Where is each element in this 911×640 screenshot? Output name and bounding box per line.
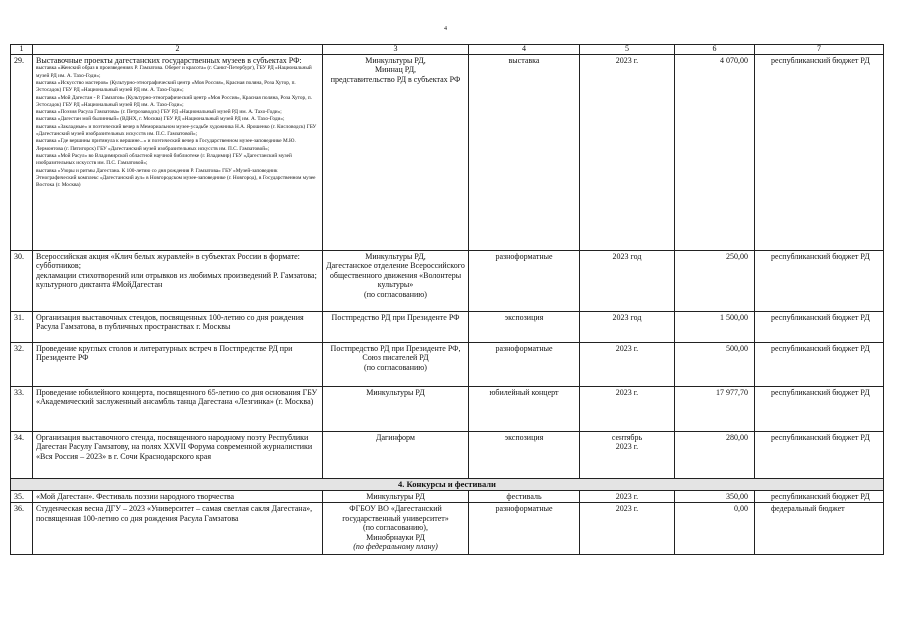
event-date: [580, 491, 675, 503]
responsible-line: Дагестанское отделение Всероссийского общественного движения «Волонтеры культуры»: [326, 261, 465, 290]
responsible: [323, 387, 469, 432]
section-row: [11, 479, 884, 491]
header-cell: 1: [11, 45, 33, 55]
responsible-line: Минкультуры РД,: [365, 56, 426, 65]
responsible: [323, 55, 469, 251]
date-line: сентябрь: [611, 433, 643, 442]
header-cell: 7: [755, 45, 884, 55]
event-title: Организация выставочного стенда, посвященного народному поэту Республики Дагестан Расулу Гамзатову, на полях XXVII Форума современной журналистики «Вся Россия – 2023» в г. Сочи Краснодарского края: [33, 432, 323, 479]
event-title: Организация выставочных стендов, посвященных 100-летию со дня рождения Расула Гамзатова, в публичных пространствах г. Москвы: [33, 312, 323, 343]
event-amount: 280,00: [675, 432, 755, 479]
responsible-line: ФГБОУ ВО «Дагестанский государственный университет»: [342, 504, 449, 523]
event-title: Студенческая весна ДГУ – 2023 «Университет – самая светлая сакля Дагестана», посвященная 100-летию со дня рождения Расула Гамзатова: [33, 503, 323, 555]
event-date: [580, 387, 675, 432]
responsible-line: Союз писателей РД: [362, 353, 429, 363]
event-amount: 17 977,70: [675, 387, 755, 432]
responsible-line: (по согласованию): [364, 362, 427, 372]
responsible: [323, 432, 469, 479]
event-date: [580, 343, 675, 387]
header-row: [11, 45, 884, 55]
header-cell: 6: [675, 45, 755, 55]
date-line: 2023 г.: [615, 344, 639, 353]
event-form: юбилейный концерт: [469, 387, 580, 432]
event-form: экспозиция: [469, 432, 580, 479]
event-title: Выставочные проекты дагестанских государственных музеев в субъектах РФ:: [36, 56, 302, 65]
event-detail: выставка «Женский образ в произведениях Р. Гамзатова. Оберег и красота» (г. Санкт-Петербург), ГБУ РД «Национальный музей РД им. А. Тахо-Годи»;: [36, 65, 312, 79]
event-title: Всероссийская акция «Клич белых журавлей» в субъектах России в формате:: [36, 252, 300, 261]
event-date: [580, 55, 675, 251]
responsible-line: (по согласованию),: [363, 523, 428, 533]
responsible-line: Дагинформ: [376, 433, 415, 442]
event-form: фестиваль: [469, 491, 580, 503]
event-form: выставка: [469, 55, 580, 251]
event-date: [580, 432, 675, 479]
event-detail: декламации стихотворений или отрывков из любимых произведений Р. Гамзатова;: [36, 270, 317, 280]
event-detail: субботников;: [36, 261, 81, 271]
funding-source: республиканский бюджет РД: [755, 491, 884, 503]
event-detail: выставка «Поэзия Расула Гамзатова» (г. Петрозаводск) ГБУ РД «Национальный музей РД им. А. Тахо-Годи»;: [36, 109, 282, 116]
responsible-line: Минобрнауки РД: [366, 532, 425, 542]
date-line: 2023 год: [612, 252, 642, 261]
header-cell: 2: [33, 45, 323, 55]
funding-source: республиканский бюджет РД: [755, 343, 884, 387]
funding-source: республиканский бюджет РД: [755, 432, 884, 479]
table-row: [11, 343, 884, 387]
event-detail: культурного диктанта #МойДагестан: [36, 280, 163, 290]
table-row: [11, 503, 884, 555]
header-cell: 3: [323, 45, 469, 55]
table-row: [11, 312, 884, 343]
event-form: разноформатные: [469, 251, 580, 312]
event-detail: выставка «Мой Дагестан - Р. Гамзатов» (Культурно-этнографический центр «Моя Россия», Красная поляна, Роза Хутор, п. Эстосадок) ГБУ РД «Национальный музей РД им. А. Тахо-Годи»;: [36, 94, 313, 108]
event-amount: 350,00: [675, 491, 755, 503]
event-amount: 0,00: [675, 503, 755, 555]
responsible-line: представительство РД в субъектах РФ: [330, 74, 461, 84]
funding-source: республиканский бюджет РД: [755, 55, 884, 251]
row-number: 31.: [11, 312, 33, 343]
responsible: [323, 491, 469, 503]
responsible: [323, 343, 469, 387]
funding-source: республиканский бюджет РД: [755, 312, 884, 343]
responsible-line: Минкультуры РД,: [365, 252, 426, 261]
row-number: 33.: [11, 387, 33, 432]
date-line: 2023 г.: [615, 56, 639, 65]
date-line: 2023 г.: [615, 388, 639, 397]
row-number: 30.: [11, 251, 33, 312]
event-title: Проведение круглых столов и литературных встреч в Постпредстве РД при Президенте РФ: [33, 343, 323, 387]
event-date: [580, 312, 675, 343]
date-line: 2023 г.: [615, 492, 639, 501]
event-amount: 4 070,00: [675, 55, 755, 251]
event-detail: выставка «Где вершины притянула к вершине...» и поэтический вечер в Государственном музее-заповеднике М.Ю. Лермонтова (г. Пятигорск) ГБУ «Дагестанский музей изобразительных искусств им. П.С. Гамзатовой»;: [36, 138, 296, 152]
row-number: 34.: [11, 432, 33, 479]
event-title: «Мой Дагестан». Фестиваль поэзии народного творчества: [33, 491, 323, 503]
section-title: 4. Конкурсы и фестивали: [11, 479, 884, 491]
responsible-line: Минкультуры РД: [366, 492, 425, 501]
responsible: [323, 503, 469, 555]
event-date: [580, 503, 675, 555]
event-detail: выставка «Мой Расул» во Владимирской областной научной библиотеке (г. Владимир) ГБУ «Дагестанский музей изобразительных искусств им. П.С. Гамзатовой»;: [36, 152, 292, 167]
event-amount: 1 500,00: [675, 312, 755, 343]
responsible: [323, 251, 469, 312]
event-detail: выставка «Дагестан мой былинный» (ВДНХ, г. Москва) ГБУ РД «Национальный музей РД им. А. Тахо-Годи»;: [36, 116, 285, 123]
date-line: 2023 г.: [615, 504, 639, 514]
event-amount: 250,00: [675, 251, 755, 312]
table-row: [11, 432, 884, 479]
funding-source: республиканский бюджет РД: [755, 387, 884, 432]
table-row: [11, 387, 884, 432]
responsible-line: (по согласованию): [364, 289, 427, 299]
event-form: разноформатные: [469, 343, 580, 387]
header-cell: 4: [469, 45, 580, 55]
responsible-line: Постпредство РД при Президенте РФ,: [330, 344, 461, 353]
event-form: разноформатные: [469, 503, 580, 555]
table-row: [11, 55, 884, 251]
row-number: 29.: [11, 55, 33, 251]
event-detail: выставка «Закладные» и поэтический вечер в Мемориальном музее-усадьбе художника Н.А. Ярошенко (г. Кисловодск) ГБУ «Дагестанский музей изобразительных искусств им. П.С. Гамзатовой»;: [36, 123, 317, 138]
page-number: 4: [444, 26, 447, 32]
event-detail: выставка «Искусство мастеров» (Культурно-этнографический центр «Моя Россия», Красная поляна, Роза Хутор, п. Эстосадок) ГБУ РД «Национальный музей РД им. А. Тахо-Годи»;: [36, 80, 296, 94]
event-title: Проведение юбилейного концерта, посвященного 65-летию со дня основания ГБУ «Академический заслуженный ансамбль танца Дагестана «Лезгинка» (г. Москва): [33, 387, 323, 432]
event-description: [33, 251, 323, 312]
table-row: [11, 491, 884, 503]
responsible-note: (по федеральному плану): [353, 542, 438, 552]
funding-source: федеральный бюджет: [755, 503, 884, 555]
events-table: [10, 44, 884, 555]
date-line: 2023 год: [612, 313, 642, 322]
row-number: 32.: [11, 343, 33, 387]
event-date: [580, 251, 675, 312]
funding-source: республиканский бюджет РД: [755, 251, 884, 312]
event-description: [33, 55, 323, 251]
responsible-line: Постпредство РД при Президенте РФ: [331, 313, 460, 322]
table-row: [11, 251, 884, 312]
event-amount: 500,00: [675, 343, 755, 387]
date-line: 2023 г.: [615, 442, 639, 452]
row-number: 36.: [11, 503, 33, 555]
row-number: 35.: [11, 491, 33, 503]
responsible: [323, 312, 469, 343]
responsible-line: Минкультуры РД: [366, 388, 425, 397]
event-detail: выставка «Узоры и ритмы Дагестана. К 100-летию со дня рождения Р. Гамзатова» ГБУ «Музей-заповедник Этнографический комплекс «Дагестанский аул» в Новгородском музее-заповеднике (г. Новгород), в Государственном музее Востока (г. Москва): [36, 167, 316, 189]
event-form: экспозиция: [469, 312, 580, 343]
header-cell: 5: [580, 45, 675, 55]
responsible-line: Миннац РД,: [374, 65, 417, 75]
